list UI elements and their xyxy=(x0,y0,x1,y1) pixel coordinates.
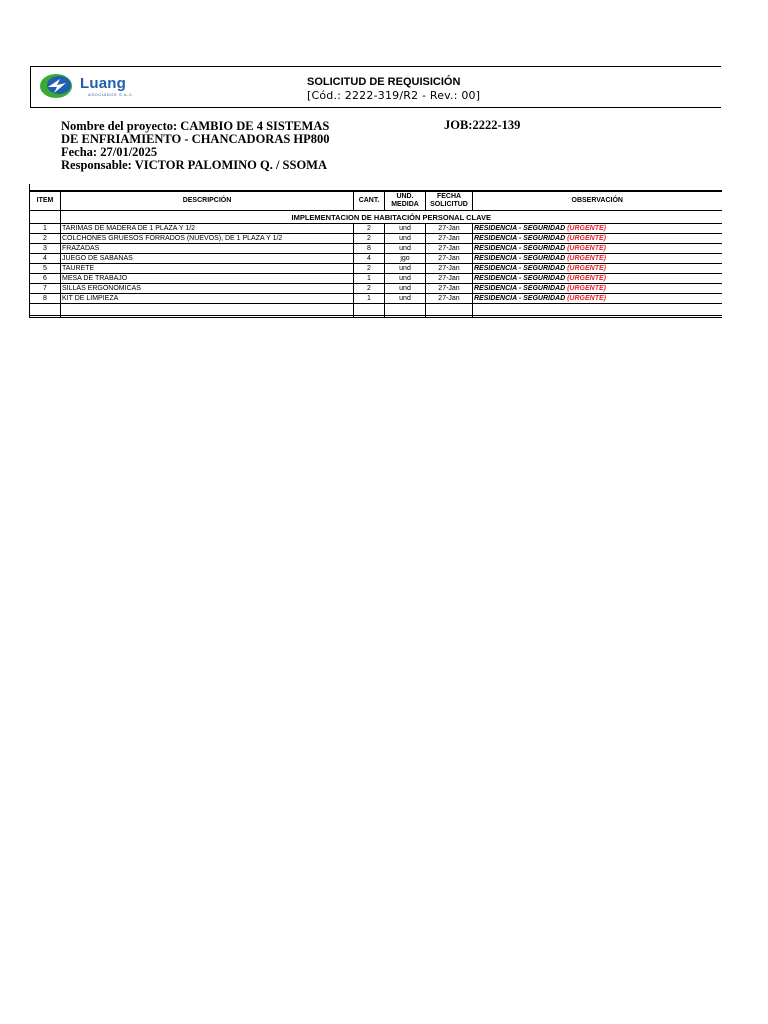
table-row xyxy=(30,254,722,264)
cell-description: TAURETE xyxy=(61,264,354,274)
header-description: DESCRIPCIÓN xyxy=(61,191,354,211)
table-row xyxy=(30,224,722,234)
logo-subtext: ASOCIADOS S.A.C. xyxy=(88,92,135,97)
section-title: IMPLEMENTACION DE HABITACIÓN PERSONAL CLAVE xyxy=(61,211,722,224)
urgent-tag: (URGENTE) xyxy=(567,295,606,302)
request-date: Fecha: 27/01/2025 xyxy=(61,145,158,159)
empty-cell xyxy=(354,316,385,318)
responsible-person: Responsable: VICTOR PALOMINO Q. / SSOMA xyxy=(61,158,328,172)
cell-observation xyxy=(473,264,722,274)
cell-description: COLCHONES GRUESOS FORRADOS (NUEVOS), DE 1 PLAZA Y 1/2 xyxy=(61,234,354,244)
logo-wordmark: Luang xyxy=(80,75,126,92)
empty-cell xyxy=(426,316,473,318)
empty-cell xyxy=(473,304,722,316)
cell-item: 8 xyxy=(30,294,61,304)
empty-cell xyxy=(30,316,61,318)
cell-item: 2 xyxy=(30,234,61,244)
header-date xyxy=(426,191,473,211)
cell-date: 27-Jan xyxy=(426,224,473,234)
empty-row xyxy=(30,316,722,318)
table-header-row xyxy=(30,191,722,211)
cell-unit: und xyxy=(385,244,426,254)
cell-observation xyxy=(473,224,722,234)
cell-observation xyxy=(473,294,722,304)
table-row xyxy=(30,284,722,294)
cell-observation xyxy=(473,254,722,264)
cell-description: SILLAS ERGONOMICAS xyxy=(61,284,354,294)
cell-item: 6 xyxy=(30,274,61,284)
cell-item: 4 xyxy=(30,254,61,264)
cell-date: 27-Jan xyxy=(426,264,473,274)
cell-unit: und xyxy=(385,264,426,274)
cell-date: 27-Jan xyxy=(426,254,473,264)
cell-date: 27-Jan xyxy=(426,274,473,284)
job-value: 2222-139 xyxy=(472,118,521,132)
table-row xyxy=(30,244,722,254)
cell-unit: und xyxy=(385,234,426,244)
urgent-tag: (URGENTE) xyxy=(567,245,606,252)
cell-observation xyxy=(473,284,722,294)
urgent-tag: (URGENTE) xyxy=(567,265,606,272)
document-code: [Cód.: 2222-319/R2 - Rev.: 00] xyxy=(307,89,481,102)
header-unit-line1: UND. xyxy=(396,193,414,200)
cell-observation xyxy=(473,244,722,254)
table-row xyxy=(30,234,722,244)
project-name xyxy=(61,120,381,146)
cell-item: 7 xyxy=(30,284,61,294)
urgent-tag: (URGENTE) xyxy=(567,275,606,282)
header-item: ITEM xyxy=(30,191,61,211)
empty-cell xyxy=(385,304,426,316)
cell-unit: und xyxy=(385,294,426,304)
section-row xyxy=(30,211,722,224)
job-label: JOB: xyxy=(444,118,473,132)
cell-qty: 2 xyxy=(354,264,385,274)
cell-unit: und xyxy=(385,224,426,234)
cell-date: 27-Jan xyxy=(426,244,473,254)
cell-unit: jgo xyxy=(385,254,426,264)
observation-text: RESIDENCIA - SEGURIDAD xyxy=(474,245,566,252)
cell-qty: 2 xyxy=(354,224,385,234)
cell-qty: 8 xyxy=(354,244,385,254)
empty-cell xyxy=(426,304,473,316)
cell-date: 27-Jan xyxy=(426,234,473,244)
header-observation: OBSERVACIÓN xyxy=(473,191,722,211)
requisition-table xyxy=(29,190,722,318)
table-row xyxy=(30,264,722,274)
cell-qty: 4 xyxy=(354,254,385,264)
urgent-tag: (URGENTE) xyxy=(567,225,606,232)
observation-text: RESIDENCIA - SEGURIDAD xyxy=(474,275,566,282)
observation-text: RESIDENCIA - SEGURIDAD xyxy=(474,295,566,302)
cell-date: 27-Jan xyxy=(426,294,473,304)
cell-qty: 1 xyxy=(354,274,385,284)
header-date-line1: FECHA xyxy=(436,193,462,200)
cell-item: 5 xyxy=(30,264,61,274)
observation-text: RESIDENCIA - SEGURIDAD xyxy=(474,265,566,272)
company-logo xyxy=(38,70,148,102)
job-number xyxy=(444,119,520,132)
cell-item: 3 xyxy=(30,244,61,254)
table-row xyxy=(30,274,722,284)
cell-unit: und xyxy=(385,274,426,284)
urgent-tag: (URGENTE) xyxy=(567,255,606,262)
cell-description: TARIMAS DE MADERA DE 1 PLAZA Y 1/2 xyxy=(61,224,354,234)
observation-text: RESIDENCIA - SEGURIDAD xyxy=(474,235,566,242)
cell-item: 1 xyxy=(30,224,61,234)
empty-cell xyxy=(61,316,354,318)
observation-text: RESIDENCIA - SEGURIDAD xyxy=(474,225,566,232)
empty-row xyxy=(30,304,722,316)
cell-description: MESA DE TRABAJO xyxy=(61,274,354,284)
header-date-line2: SOLICITUD xyxy=(430,201,468,208)
document-header xyxy=(30,66,721,108)
cell-qty: 2 xyxy=(354,284,385,294)
empty-cell xyxy=(30,304,61,316)
header-unit xyxy=(385,191,426,211)
cell-description: FRAZADAS xyxy=(61,244,354,254)
empty-cell xyxy=(473,316,722,318)
luang-logo-icon xyxy=(38,70,78,102)
section-item-cell xyxy=(30,211,61,224)
cell-description: JUEGO DE SABANAS xyxy=(61,254,354,264)
empty-cell xyxy=(385,316,426,318)
cell-observation xyxy=(473,234,722,244)
observation-text: RESIDENCIA - SEGURIDAD xyxy=(474,255,566,262)
empty-cell xyxy=(61,304,354,316)
cell-qty: 2 xyxy=(354,234,385,244)
observation-text: RESIDENCIA - SEGURIDAD xyxy=(474,285,566,292)
empty-cell xyxy=(354,304,385,316)
header-unit-line2: MEDIDA xyxy=(391,201,419,208)
project-name-line1: Nombre del proyecto: CAMBIO DE 4 SISTEMAS xyxy=(61,119,330,133)
cell-observation xyxy=(473,274,722,284)
cell-unit: und xyxy=(385,284,426,294)
project-name-line2: DE ENFRIAMIENTO - CHANCADORAS HP800 xyxy=(61,132,330,146)
document-title: SOLICITUD DE REQUISICIÓN xyxy=(307,76,461,88)
urgent-tag: (URGENTE) xyxy=(567,285,606,292)
cell-date: 27-Jan xyxy=(426,284,473,294)
table-row xyxy=(30,294,722,304)
cell-description: KIT DE LIMPIEZA xyxy=(61,294,354,304)
urgent-tag: (URGENTE) xyxy=(567,235,606,242)
header-qty: CANT. xyxy=(354,191,385,211)
cell-qty: 1 xyxy=(354,294,385,304)
